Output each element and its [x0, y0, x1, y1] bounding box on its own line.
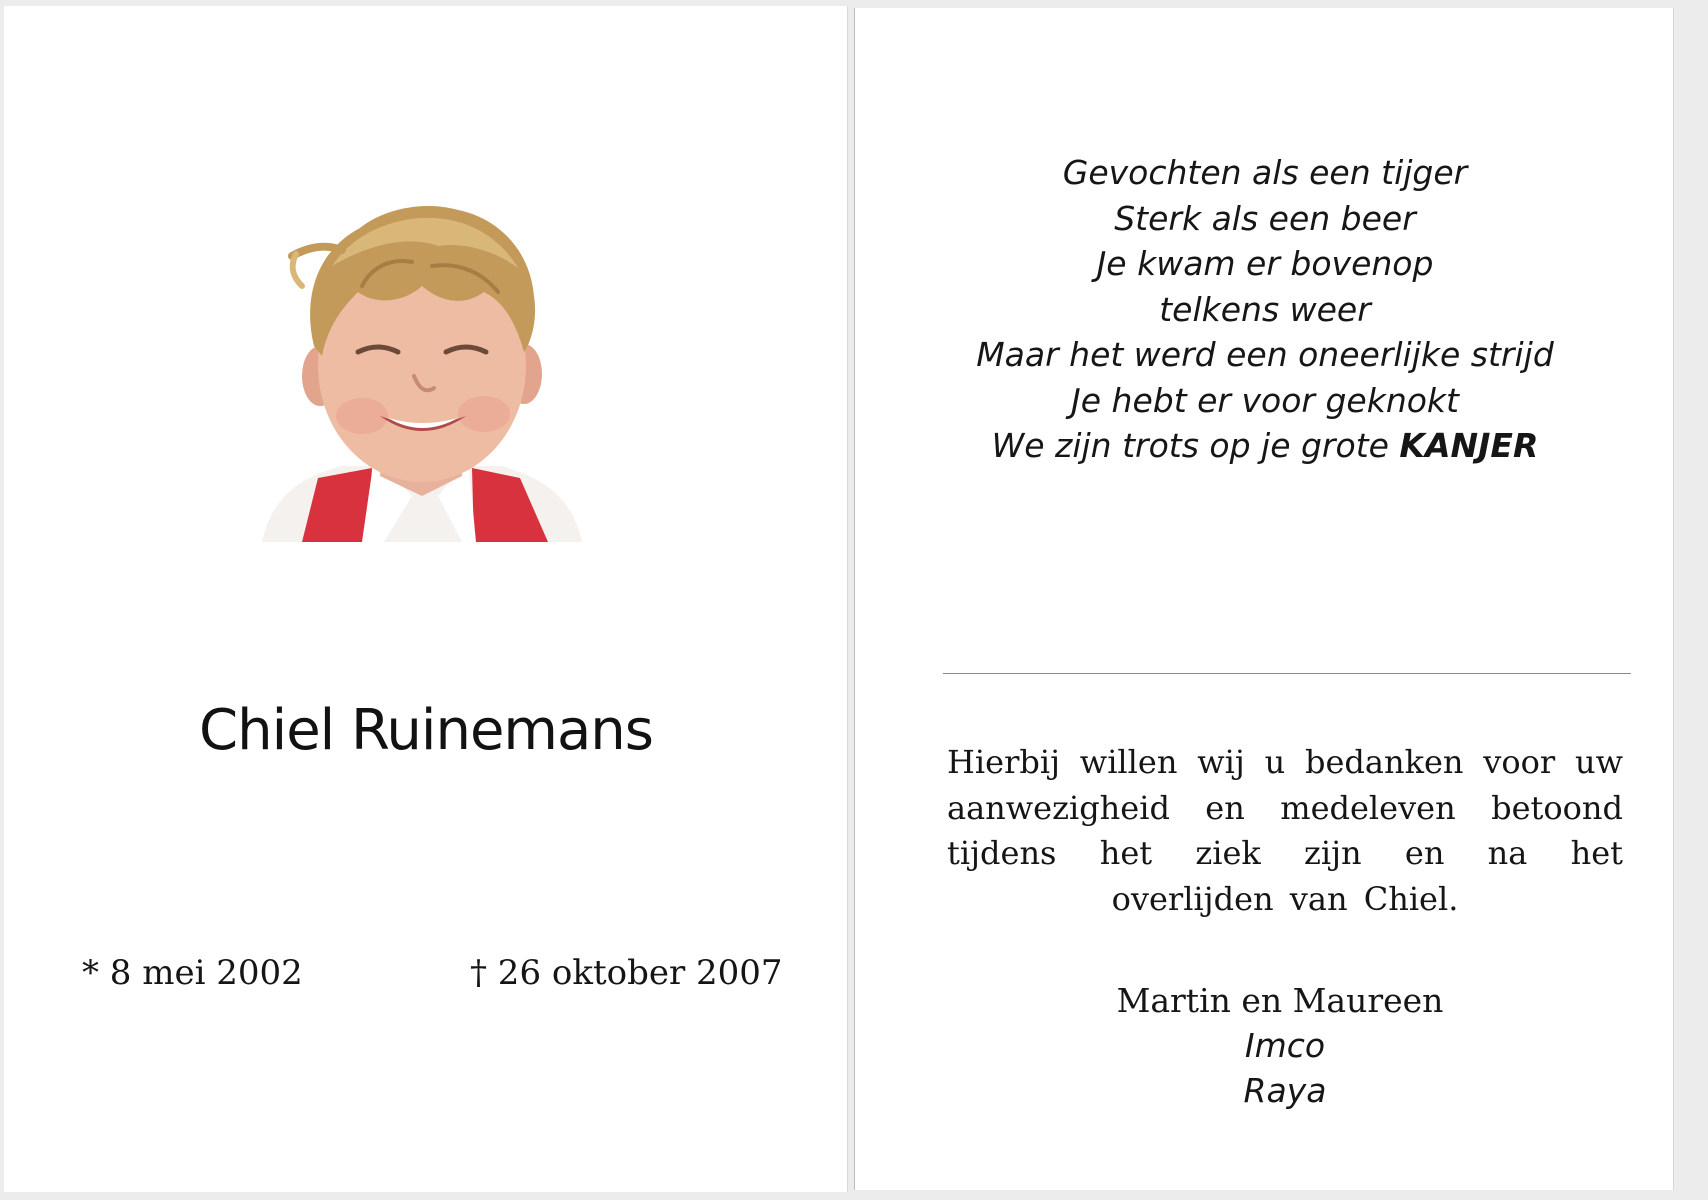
poem-line: Maar het werd een oneerlijke strijd — [976, 335, 1554, 374]
death-date: † 26 oktober 2007 — [470, 953, 783, 993]
poem-line: Je hebt er voor geknokt — [1071, 380, 1459, 420]
signoff-child: Raya — [1243, 1071, 1327, 1110]
poem-line: Je kwam er bovenop — [1096, 244, 1434, 283]
signoff-parents: Martin en Maureen — [1116, 981, 1444, 1020]
divider-line — [943, 673, 1631, 674]
child-portrait-image — [262, 196, 582, 542]
portrait-photo — [262, 196, 582, 542]
deceased-name: Chiel Ruinemans — [199, 698, 653, 763]
poem-last-line-text: We zijn trots op je grote — [991, 426, 1400, 465]
poem-line: telkens weer — [1159, 289, 1371, 329]
poem — [855, 150, 1675, 469]
signoff — [855, 978, 1675, 1113]
poem-emphasis: KANJER — [1399, 426, 1539, 465]
memorial-card-front — [4, 6, 848, 1192]
thank-you-text: Hierbij willen wij u bedanken voor uw aanwezigheid en medeleven betoond tijdens het ziek zijn en na het overlijden van Chiel. — [947, 743, 1623, 918]
poem-line: Gevochten als een tijger — [1062, 153, 1468, 192]
poem-last-line — [855, 423, 1675, 469]
memorial-card-back — [854, 8, 1674, 1190]
signoff-child: Imco — [1244, 1026, 1326, 1065]
birth-date: * 8 mei 2002 — [82, 953, 303, 993]
poem-line: Sterk als een beer — [1114, 198, 1416, 238]
